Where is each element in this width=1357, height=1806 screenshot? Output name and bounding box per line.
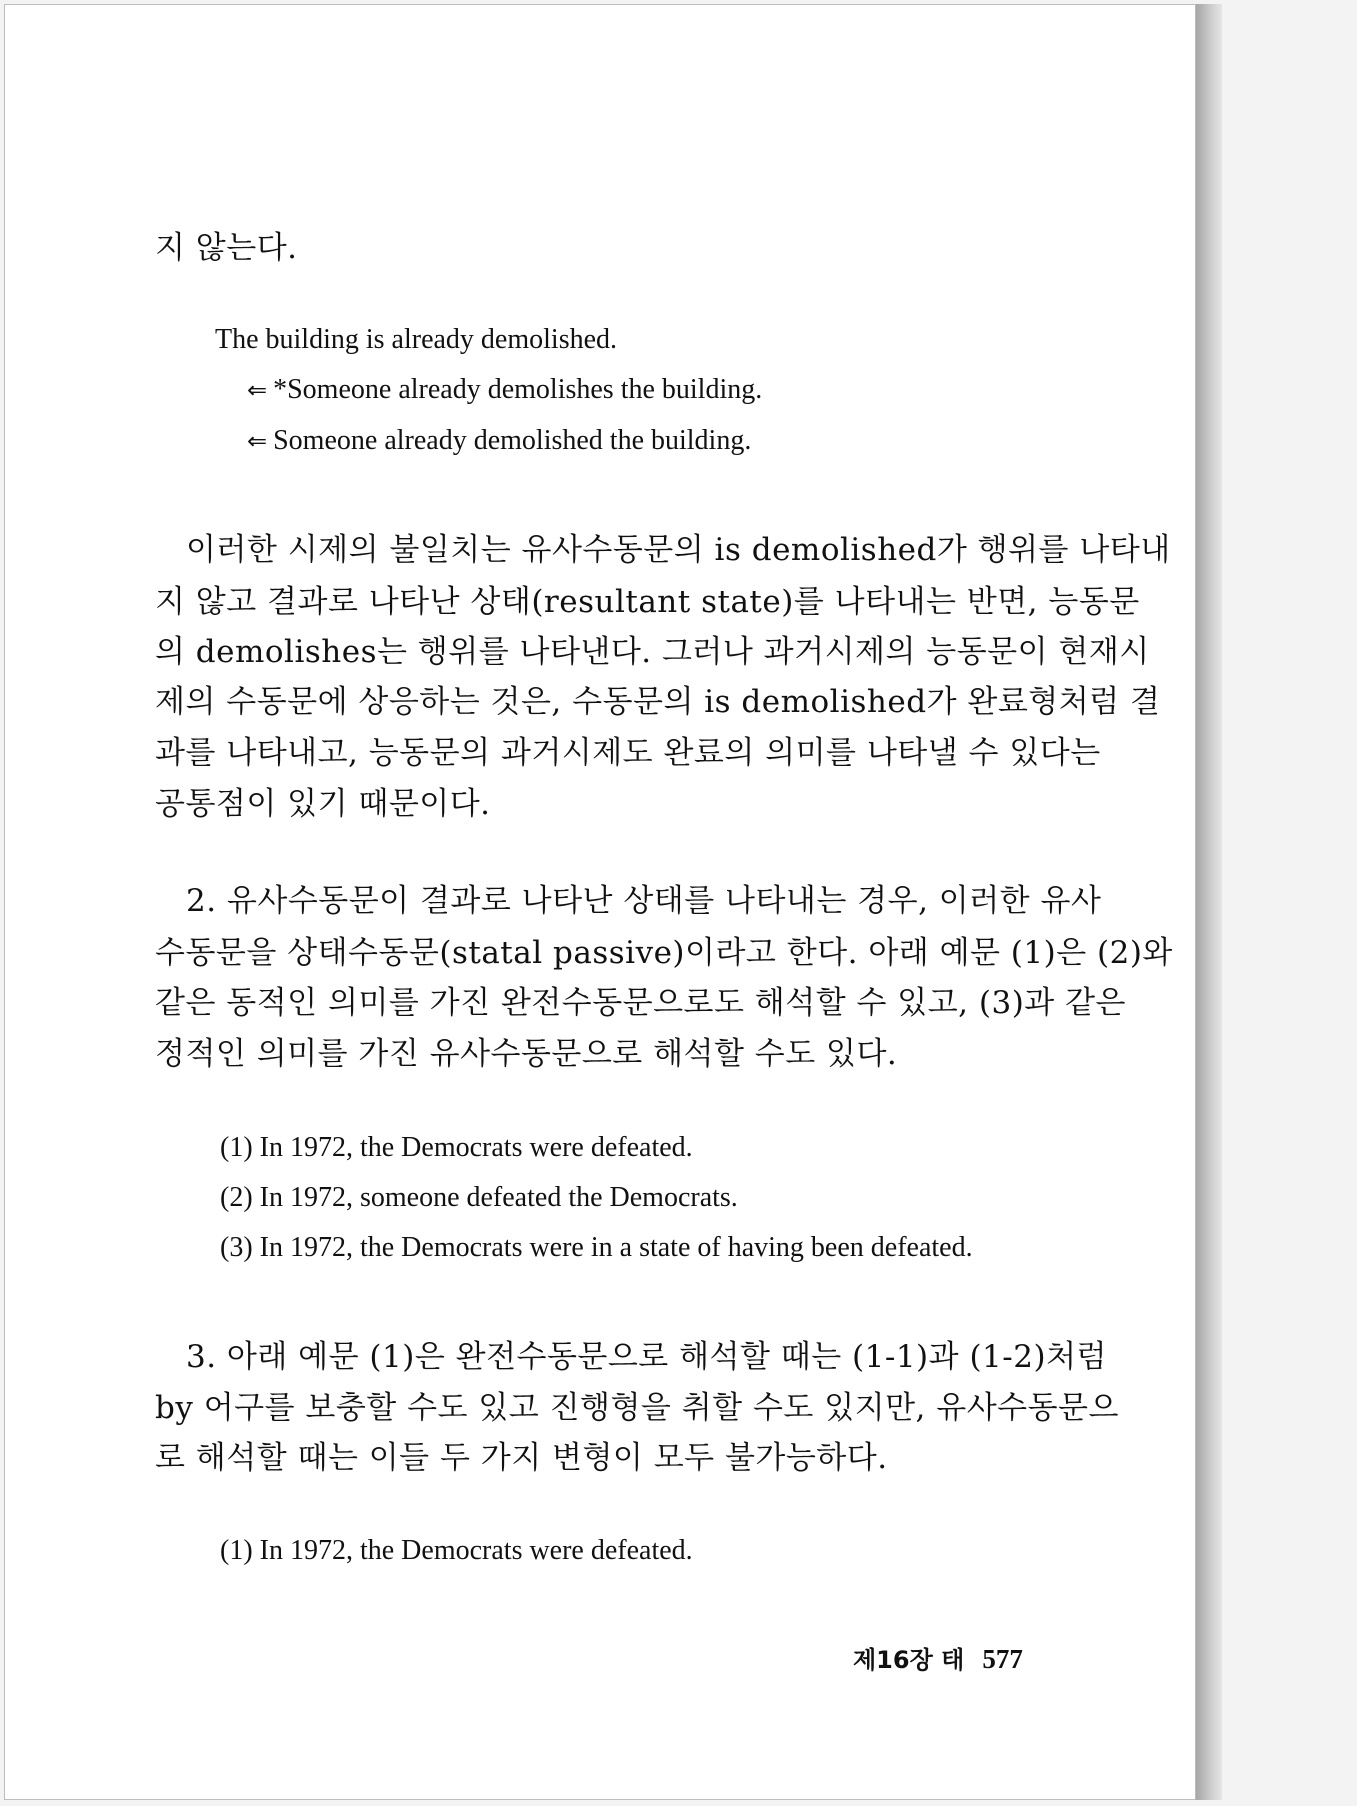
- body-line-12: 3. 아래 예문 (1)은 완전수동문으로 해석할 때는 (1-1)과 (1-2)처럼: [186, 1339, 1107, 1375]
- body-line-11: 정적인 의미를 가진 유사수동문으로 해석할 수도 있다.: [155, 1036, 898, 1072]
- example-line-6: (3) In 1972, the Democrats were in a state of having been defeated.: [220, 1232, 973, 1263]
- example-line-7: (1) In 1972, the Democrats were defeated.: [220, 1535, 693, 1566]
- body-line-7: 공통점이 있기 때문이다.: [155, 786, 491, 822]
- body-line-14: 로 해석할 때는 이들 두 가지 변형이 모두 불가능하다.: [155, 1440, 888, 1476]
- example-line-1: The building is already demolished.: [215, 324, 618, 355]
- left-arrow-icon: ⇐: [247, 427, 268, 455]
- body-line-5: 제의 수동문에 상응하는 것은, 수동문의 is demolished가 완료형처럼 결: [155, 684, 1161, 720]
- body-line-8: 2. 유사수동문이 결과로 나타난 상태를 나타내는 경우, 이러한 유사: [186, 883, 1102, 919]
- body-line-6: 과를 나타내고, 능동문의 과거시제도 완료의 의미를 나타낼 수 있다는: [155, 735, 1101, 771]
- page-footer: [853, 1640, 1023, 1675]
- example-line-3: [247, 425, 751, 457]
- body-line-2: 이러한 시제의 불일치는 유사수동문의 is demolished가 행위를 나타내: [186, 532, 1171, 568]
- body-line-9: 수동문을 상태수동문(statal passive)이라고 한다. 아래 예문 (1)은 (2)와: [155, 935, 1173, 971]
- body-line-1: 지 않는다.: [155, 230, 298, 266]
- body-line-13: by 어구를 보충할 수도 있고 진행형을 취할 수도 있지만, 유사수동문으: [155, 1390, 1119, 1426]
- body-line-4: 의 demolishes는 행위를 나타낸다. 그러나 과거시제의 능동문이 현재시: [155, 634, 1150, 670]
- body-line-3: 지 않고 결과로 나타난 상태(resultant state)를 나타내는 반면, 능동문: [155, 584, 1140, 620]
- example-line-3-text: Someone already demolished the building.: [273, 425, 752, 456]
- example-line-5: (2) In 1972, someone defeated the Democrats.: [220, 1182, 738, 1213]
- example-line-2: [247, 374, 762, 406]
- left-arrow-icon: ⇐: [247, 376, 268, 404]
- example-line-4: (1) In 1972, the Democrats were defeated.: [220, 1132, 693, 1163]
- body-line-10: 같은 동적인 의미를 가진 완전수동문으로도 해석할 수 있고, (3)과 같은: [155, 985, 1126, 1021]
- page-number: 577: [982, 1644, 1023, 1674]
- page-edge-shadow: [1196, 4, 1222, 1800]
- chapter-label: 제16장 태: [853, 1646, 965, 1674]
- example-line-2-text: *Someone already demolishes the building.: [273, 374, 763, 405]
